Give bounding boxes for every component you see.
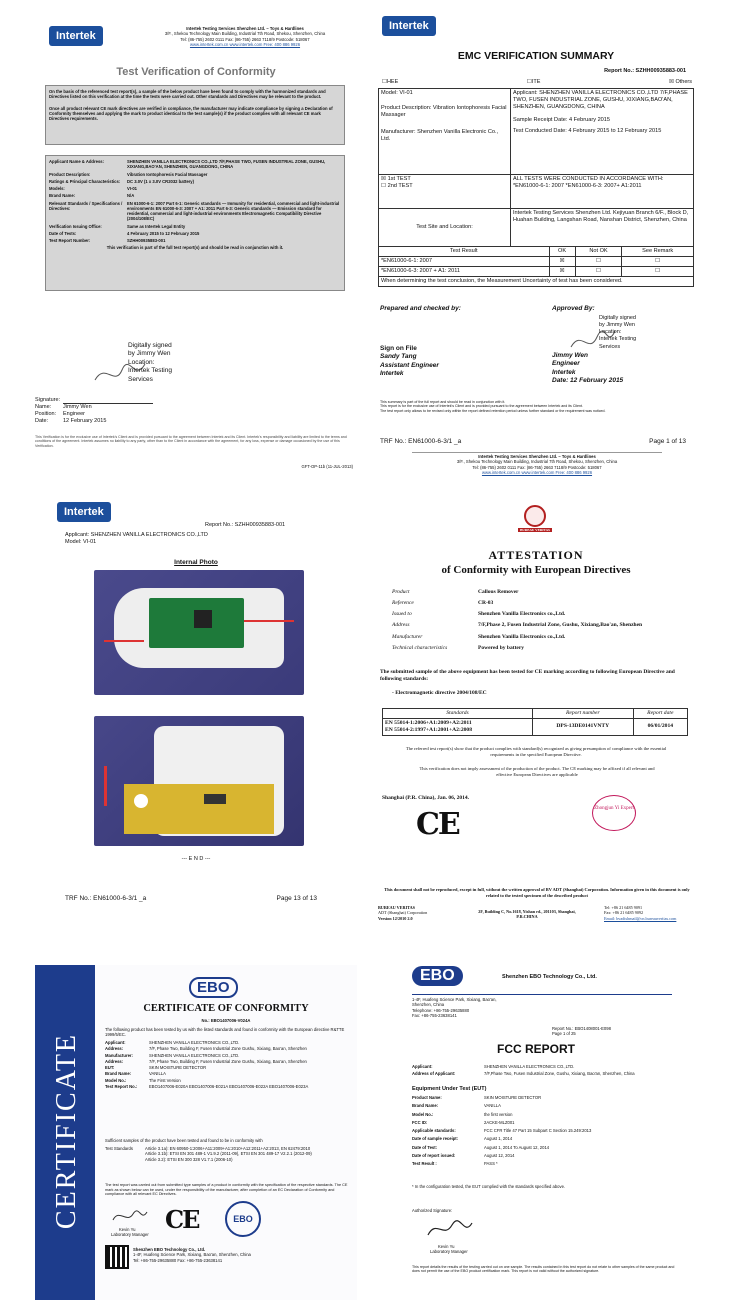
trf-number: TRF No.: EN61000-6-3/1 _a — [65, 895, 147, 902]
field-label: Ratings & Principal Characteristics: — [49, 178, 121, 184]
report-number: Report No.: SZHH00935883-001 — [604, 68, 686, 74]
sig-label: Name: — [35, 404, 52, 411]
ebo-seal: EBO — [225, 1201, 261, 1237]
field-row — [49, 231, 341, 236]
field-row — [392, 634, 692, 641]
field-label: Technical characteristics — [392, 644, 448, 651]
field-value: SHENZHEN VANILLA ELECTRONICS CO.,LTD. — [149, 1052, 240, 1058]
place-date: Shanghai (P.R. China), Jan. 06, 2014. — [382, 795, 470, 801]
field-label: Relevant Standards / Specifications / Directives: — [49, 200, 123, 211]
standards-table — [382, 708, 688, 736]
field-row — [392, 611, 692, 618]
footer-note: This document shall not be reproduced, except in full, without the written approval of BV ADT (Shanghai) Corporation. Information given in this document is only related to the tested specimen of the described product — [384, 887, 690, 898]
product: Product Description: Vibration Iontophoresis Facial Massager — [381, 104, 507, 118]
intro-text: The following product has been tested by us with the listed standards and found in conformity with the European directive R&TTE 1999/5/EC. — [105, 1027, 345, 1038]
second-test: ☐ 2nd TEST — [381, 182, 413, 189]
field-value: SKIN MOISTURE DETECTOR — [484, 1095, 542, 1100]
intro-text: On the basis of the referenced test report(s), a sample of the below product have been found to comply with the harmonized standards and Directives listed on this verification at the time the tests were carried out. Other standards and Directives may be relevant to the product. — [49, 89, 326, 100]
footer-address: Intertek Testing Services Shenzhen Ltd. – Toys & Hardlines 3/F., Shekou Technology Main Building, Industrial 7th Road, Shekou, Shenzhen, China Tel: (86-755) 2602 0111 Fax: (86-755) 2663 7118/9 Postcode: 518067 www.intertek.com.cn www.intertek.com Free: 400 886 9926 — [412, 452, 662, 475]
left-signer: Sign on File Sandy Tang Assistant Engineer Intertek — [380, 345, 439, 378]
check-ite: ☐ITE — [526, 79, 541, 85]
reference-text: The referred test report(s) show that the product complies with standard(s) recognized as giving presumption of compliance with the essential requirements in the specified European Directive. — [405, 746, 667, 757]
company-address: 1-4F, Huafeng Science Park, Xixiang, Bao'an, Shenzhen, China — [133, 1252, 251, 1258]
table-row: *EN61000-6-3: 2007 + A1: 2011 ☒ ☐ ☐ — [379, 266, 693, 276]
signer-name: Kevin Yu — [438, 1244, 455, 1249]
bureau-veritas-logo: BUREAU VERITAS — [518, 505, 552, 532]
intertek-logo: Intertek — [382, 16, 436, 36]
field-label: Address of Applicant: — [412, 1071, 456, 1077]
site-label: Test Site and Location: — [379, 209, 511, 247]
field-label: Date of Tests: — [49, 230, 77, 236]
field-label: Applicant: — [105, 1040, 126, 1045]
page-title: EMC VERIFICATION SUMMARY — [457, 50, 615, 62]
doc-emc-summary — [372, 10, 700, 480]
field-label: Manufacturer — [392, 633, 423, 640]
section-heading: Internal Photo — [174, 559, 218, 566]
field-value: VANILLA — [149, 1071, 166, 1077]
col-header: Not OK — [575, 247, 622, 256]
field-row — [412, 1095, 682, 1100]
field-value: 7/F, Phase Two, Building F, Fusen Industrial Zone Gushu, Xixiang, Bao'an, Shenzhen — [149, 1046, 307, 1052]
field-row — [392, 589, 692, 596]
field-label: Models: — [49, 186, 65, 191]
all-tests: ALL TESTS WERE CONDUCTED IN ACCORDANCE WITH: *EN61000-6-1: 2007 *EN61000-6-3: 2007+ A1:2011 — [511, 175, 694, 209]
page-subtitle: of Conformity with European Directives — [441, 564, 631, 576]
field-row — [412, 1112, 682, 1117]
field-value: VANILLA — [484, 1103, 501, 1109]
header-line: Tel: (86-755) 2602 0111 Fax: (86-755) 2663 7118/9 Postcode: 518067 — [180, 36, 310, 42]
col-header: Report date — [633, 709, 687, 719]
test-date: Test Conducted Date: 4 February 2015 to 12 February 2015 — [513, 127, 662, 134]
doc-certificate: CERTIFICATE EBO CERTIFICATE OF CONFORMITY No.: EBO1407006-V024A The following product has been tested by us with the listed standards and found in conformity with the European directive R&TTE 1999/5/EC. Applicant: SHENZHEN VANILLA ELECTRONICS CO.,LTD. Address: 7/F, Phase Two, Building F, Fusen Industrial Zone Gushu, Xixiang, Bao'an, Shenzhen Manufacturer: SHENZHEN VANILLA ELECTRONICS CO.,LTD. Address: 7/F, Phase Two, Building F, Fusen Industrial Zone Gushu, Xixiang, Bao'an, Shenzhen EUT: SKIN MOISTURE DETECTOR Brand Name: VANILLA Model No.: The First Version Test Report No.: EBO1407006-E020A EBO1407006-E021A EBO1407006-E022A EBO1407006-E023A Sufficient samples of the product have been tested and found to be in conformity with Test Standards Article 3.1a): EN 60950-1:2006+A11:2009+A1:2010+A12:2011+A2:2013, EN 62479:2010 Article 3.1b): ETSI EN 301 489-1 V1.9.2 (2011-09), ETSI EN 301 489-17 V2.2.1 (2012-09) Article 3.2): ETSI EN 300 328 V1.7.1 (2006-10) The test report was carried out from submitted type samples of a product in conformity with the specification of the respective standards. The CE mark as shown below can be used, under the responsibility of the manufacturer, after completion of an EC Declaration of Conformity and compliance with all relevant EC Directives. Kevin Yu Laboratory Manager CE EBO Shenzhen EBO Technology Co., Ltd. 1-4F, Huafeng Science Park, Xixiang, Bao'an, Shenzhen, China Tel: +86-755-29635880 Fax: +86-755-23638141 — [35, 965, 357, 1300]
field-value: Shenzhen Vanilla Electronics co.,Ltd. — [478, 633, 566, 640]
field-row — [105, 1040, 350, 1045]
intro-text-2: Once all product relevant CE mark directives are verified in compliance, the manufacturer may indicate compliance by signing a Declaration of Conformity themselves and applying the mark to product identical to the test sample(s) if the product complies with all relevant CE mark Directives requirements. — [49, 105, 333, 121]
signature-scribble — [109, 1206, 149, 1226]
signature-line: by Jimmy Wen — [128, 350, 171, 358]
field-label: Brand Name: — [412, 1103, 439, 1109]
signature-line: Services — [128, 375, 153, 383]
field-value: 7/F,Phase 2, Fusen Industrial Zone, Gushu, Xixiang,Bao'an, Shenzhen — [478, 622, 643, 629]
field-label: Product Description: — [49, 171, 91, 177]
field-value: SZHH00935883-001 — [127, 238, 166, 243]
notes: This summary is part of the full report and should be read in conjunction with it. This report is for the exclusive use of Intertek's Client and is provided pursuant to the agreement between Intertek and its Client. The test report only allows to be revised only within the report defined retention period unless further standard or the requirement was noticed. — [380, 400, 606, 413]
field-value: 7/F, Phase Two, Building F, Fusen Industrial Zone Gushu, Xixiang, Bao'an, Shenzhen — [149, 1058, 307, 1064]
field-row — [412, 1071, 682, 1076]
ebo-logo: EBO — [189, 977, 238, 998]
field-label: FCC ID: — [412, 1119, 428, 1125]
side-text: CERTIFICATE — [51, 1032, 82, 1230]
sufficient-text: Sufficient samples of the product have been tested and found to be in conformity with — [105, 1138, 263, 1143]
footer-left: BUREAU VERITAS ADT (Shanghai) Corporation Version 12/2010 2.0 — [378, 905, 428, 921]
disclaimer: This Verification is for the exclusive use of Intertek's Client and is provided pursuant to the agreement between Intertek and its Client. Intertek's responsibility and liability are limited to the terms and conditions of the agreement. Intertek assumes no liability to any party, other than to the Client in accordance with the agreement, for any loss, expense or damage occasioned by the use of this Verification. — [35, 435, 347, 448]
field-row — [412, 1103, 682, 1108]
model: Model: VI-01 — [381, 90, 413, 96]
field-label: EUT: — [105, 1065, 115, 1070]
internal-photo-1 — [94, 570, 304, 695]
field-value: Vibration Iontophoresis Facial Massager — [127, 171, 208, 177]
field-row — [412, 1136, 682, 1141]
field-row — [392, 600, 692, 607]
field-row — [49, 186, 341, 191]
field-row — [105, 1046, 350, 1051]
trf-number: TRF No.: EN61000-6-3/1 _a — [380, 438, 462, 445]
field-label: Issued to — [392, 611, 412, 618]
field-value: SKIN MOISTURE DETECTOR — [149, 1065, 207, 1070]
details-box — [45, 155, 345, 291]
field-row — [105, 1071, 350, 1076]
header-line: Intertek Testing Services Shenzhen Ltd. – Toys & Hardlines — [186, 26, 304, 31]
intertek-logo: Intertek — [57, 502, 111, 522]
applicant: Applicant: SHENZHEN VANILLA ELECTRONICS CO.,LTD — [65, 532, 208, 538]
signature-line: Location: — [599, 329, 622, 336]
page-title: Test Verification of Conformity — [116, 66, 276, 78]
field-row — [105, 1053, 350, 1058]
directive: - Electromagnetic directive 2004/108/EC — [392, 690, 487, 696]
field-value: August 12, 2014 — [484, 1152, 515, 1158]
tested-text: The submitted sample of the above equipment has been tested for CE marking according to following European Directive and following standards: — [380, 669, 675, 683]
standards-label: Test Standards — [105, 1146, 133, 1151]
field-value: FCC CFR Title 47 Part 15 Subpart C Section 15.249:2013 — [484, 1128, 592, 1133]
qr-code — [105, 1245, 129, 1269]
sample-date: Sample Receipt Date: 4 February 2015 — [513, 116, 611, 123]
field-label: Brand Name: — [49, 193, 76, 199]
signature-line: by Jimmy Wen — [599, 322, 635, 329]
page-number: Page 13 of 13 — [276, 895, 317, 902]
internal-photo-2 — [94, 716, 304, 846]
field-row — [412, 1153, 682, 1158]
signature-scribble — [424, 1215, 474, 1243]
field-value: PASS * — [484, 1161, 498, 1166]
field-row — [49, 201, 341, 222]
field-label: Address: — [105, 1058, 124, 1064]
report-number: Report No.: SZHH00935883-001 — [205, 522, 286, 528]
signer-name: Kevin Yu — [119, 1227, 136, 1232]
page-number: Page 1 of 25 — [552, 1031, 576, 1036]
page-title: FCC REPORT — [497, 1042, 575, 1056]
field-value: CR-03 — [478, 600, 494, 607]
ce-mark: CE — [165, 1205, 199, 1234]
prepared-label: Prepared and checked by: — [380, 305, 461, 312]
expert-stamp: Zhongjun Yi Expert — [592, 795, 636, 831]
field-value: Powered by battery — [478, 644, 525, 651]
sig-label: Signature: — [35, 397, 61, 403]
digital-signature — [90, 342, 210, 392]
field-row — [412, 1128, 682, 1133]
doc-internal-photo — [35, 490, 357, 915]
doc-test-verification — [35, 12, 357, 470]
field-row — [49, 179, 341, 184]
doc-fcc-report: EBO Shenzhen EBO Technology Co., Ltd. 1-4F, Huafeng Science Park, Xixiang, Bao'an, Shenzhen, China Telephone: +86-755-29635880 Fax: +86-755-23638141 Report No.: EBO1408001-E098 Page 1 of 25 FCC REPORT Applicant: SHENZHEN VANILLA ELECTRONICS CO.,LTD. Address of Applicant: 7/F,Phase Two, Fusen Industrial Zone, Gushu, Xixiang, Bao'an, Shenzhen, China Equipment Under Test (EUT) Product Name: SKIN MOISTURE DETECTOR Brand Name: VANILLA Model No.: the first version FCC ID: 2ACKE-MLZ001 Applicable standards: FCC CFR Title 47 Part 15 Subpart C Section 15.249:2013 Date of sample receipt: August 1, 2014 Date of Test: August 1, 2014 To August 12, 2014 Date of report issued: August 12, 2014 Test Result : PASS * * In the configuration tested, the EUT complied with the standards specified above. Authorized Signature: Kevin Yu Laboratory Manager This report details the results of the testing carried out on one sample. The results contained in this test report do not relate to other samples of the same product and does not permit the use of the EBO product certification mark. This report is not valid without the authorized signature. — [372, 940, 700, 1300]
field-row — [49, 193, 341, 198]
field-row — [49, 172, 341, 177]
check-others: ☒ Others — [669, 79, 692, 85]
result-note: * In the configuration tested, the EUT complied with the standards specified above. — [412, 1184, 566, 1189]
field-row — [392, 622, 692, 629]
signature-line: Digitally signed — [599, 315, 636, 321]
header-line: 3/F., Shekou Technology Main Building, Industrial 7th Road, Shekou, Shenzhen, China — [164, 31, 326, 37]
header-address — [145, 26, 345, 47]
field-row — [105, 1078, 350, 1083]
field-row — [412, 1161, 682, 1166]
company-name: Shenzhen EBO Technology Co., Ltd. — [502, 974, 597, 980]
report-number: Report No.: EBO1408001-E098 — [552, 1026, 611, 1031]
field-label: Date of report issued: — [412, 1152, 456, 1158]
sig-label: Position: — [35, 411, 57, 418]
sig-value: 12 February 2015 — [63, 418, 107, 425]
ce-mark: CE — [416, 807, 459, 842]
col-header: Report number — [533, 709, 634, 719]
intertek-logo: Intertek — [49, 26, 103, 46]
field-label: Test Result : — [412, 1161, 437, 1166]
manufacturer: Manufacturer: Shenzhen Vanilla Electronic Co., Ltd. — [381, 128, 499, 142]
field-row — [49, 159, 341, 170]
field-value: 2ACKE-MLZ001 — [484, 1119, 515, 1125]
field-row — [105, 1084, 350, 1089]
sig-value — [63, 397, 153, 404]
side-band — [35, 965, 95, 1300]
field-value: August 1, 2014 — [484, 1136, 513, 1142]
signer-role: Laboratory Manager — [430, 1249, 468, 1254]
field-row — [105, 1065, 350, 1070]
form-code: GFT-OP-11b (11-JUL-2013) — [301, 464, 353, 469]
field-label: Date of sample receipt: — [412, 1136, 459, 1142]
field-label: Product — [392, 589, 410, 595]
field-label: Product Name: — [412, 1095, 442, 1100]
field-row — [412, 1145, 682, 1150]
field-row — [49, 238, 341, 243]
field-value: DC 3.0V (1 x 3.0V CR2032 battery) — [127, 178, 195, 184]
page-title: CERTIFICATE OF CONFORMITY — [143, 1003, 309, 1014]
col-header: Standards — [383, 709, 533, 719]
foot-note: This report details the results of the testing carried out on one sample. The results contained in this test report do not relate to other samples of the same product and does not permit the use of the EBO product certification mark. This report is not valid without the authorized signature. — [412, 1265, 675, 1274]
category-checks — [382, 79, 692, 86]
table-row: *EN61000-6-1: 2007 ☒ ☐ ☐ — [379, 256, 693, 266]
field-label: Address — [392, 622, 410, 629]
rows-footer: This verification is part of the full test report(s) and should be read in conjunction with it. — [106, 245, 284, 251]
field-value: Same as Intertek Legal Entity — [127, 223, 186, 229]
field-label: Test Report No.: — [105, 1083, 138, 1089]
field-row — [49, 224, 341, 229]
field-label: Address: — [105, 1046, 124, 1052]
field-label: Test Report Number: — [49, 238, 91, 243]
footer-contact: Tel: +86 21 6485 9091 Fax: +86 21 6485 9092 Email: bvadtshmail@cn.bureauveritas.com — [604, 905, 677, 921]
end-marker: --- E N D --- — [181, 856, 211, 862]
cert-number: No.: EBO1407006-V024A — [201, 1018, 251, 1023]
note-text: The test report was carried out from submitted type samples of a product in conformity with the specification of the respective standards. The CE mark as shown below can be used, under the responsibility of the manufacturer, after completion of an EC Declaration of Conformity and compliance with all relevant EC Directives. — [105, 1183, 348, 1197]
field-label: Model No.: — [412, 1111, 434, 1117]
field-row — [392, 645, 692, 652]
field-value: The First Version — [149, 1077, 181, 1083]
col-header: OK — [549, 247, 575, 256]
field-value: 4 February 2015 to 12 February 2015 — [127, 230, 200, 236]
approved-label: Approved By: — [552, 305, 595, 312]
right-signer: Jimmy Wen Engineer Intertek Date: 12 February 2015 — [552, 352, 624, 385]
field-label: Applicant Name & Address: — [49, 159, 104, 164]
page-title: ATTESTATION — [488, 548, 584, 562]
field-value: the first version — [484, 1111, 513, 1117]
test-site: Intertek Testing Services Shenzhen Ltd. Kejiyuan Branch 6/F., Block D, Huahan Building, Langshan Road, Nanshan District, Shenzhen, China — [511, 209, 694, 247]
field-value: N/A — [127, 193, 135, 199]
field-row — [412, 1120, 682, 1125]
signer-role: Laboratory Manager — [111, 1232, 149, 1237]
field-label: Date of Test: — [412, 1144, 438, 1150]
sig-value: Engineer — [63, 411, 86, 418]
uncertainty-note: When determining the test conclusion, the Measurement Uncertainty of test has been considered. — [379, 276, 693, 285]
doc-attestation — [372, 495, 700, 935]
field-value: VI-01 — [127, 186, 138, 191]
signature-line: Intertek Testing — [128, 367, 172, 375]
sig-value: Jimmy Wen — [63, 404, 92, 411]
field-value: EBO1407006-E020A EBO1407006-E021A EBO1407006-E022A EBO1407006-E023A — [149, 1083, 309, 1089]
emc-table — [378, 88, 694, 287]
table-row: EN 55014-1:2006+A1:2009+A2:2011 EN 55014-2:1997+A1:2001+A2:2008 DPS-13DE0141VNTY 06/01/2014 — [383, 718, 688, 735]
intro-box — [45, 85, 345, 145]
eut-label: Equipment Under Test (EUT) — [412, 1086, 487, 1092]
field-label: Manufacturer: — [105, 1052, 133, 1058]
signature-line: Services — [599, 343, 621, 350]
field-label: Verification Issuing Office: — [49, 223, 102, 229]
field-value: August 1, 2014 To August 12, 2014 — [484, 1144, 550, 1150]
field-label: Reference — [392, 600, 414, 607]
model: Model: VI-01 — [65, 539, 97, 545]
page-number: Page 1 of 13 — [649, 438, 686, 445]
footer-address: 2F, Building C, No.1618, Yishan rd., 201103, Shanghai, P.R.CHINA — [478, 909, 576, 920]
sig-label: Date: — [35, 418, 49, 425]
company-name: Shenzhen EBO Technology Co., Ltd. — [133, 1247, 206, 1252]
col-header: Test Result — [379, 247, 549, 256]
applicant: Applicant: SHENZHEN VANILLA ELECTRONICS CO.,LTD 7/F,PHASE TWO, FUSEN INDUSTRIAL ZONE, GUSHU, XIXIANG,BAO'AN, SHENZHEN, GUANGDONG, CHINA — [513, 90, 688, 110]
field-value: 7/F,Phase Two, Fusen Industrial Zone, Gushu, Xixiang, Bao'an, Shenzhen, China — [484, 1071, 635, 1077]
field-label: Model No.: — [105, 1077, 127, 1083]
col-header: See Remark — [622, 247, 693, 256]
verification-text: This verification does not imply assessment of the production of the product. The CE marking may be affixed if all relevant and effective European Directives are applicable — [419, 766, 655, 777]
company-tel: Tel: +86-755-29635880 Fax: +86-755-23638141 — [133, 1257, 223, 1263]
field-label: Applicable standards: — [412, 1128, 456, 1133]
field-value: SHENZHEN VANILLA ELECTRONICS CO.,LTD 7/F,PHASE TWO, FUSEN INDUSTRIAL ZONE, GUSHU, XIXIANG,BAO'AN, SHENZHEN, GUANGDONG, CHINA — [127, 159, 326, 170]
header-line: www.intertek.com.cn www.intertek.com Free: 400 886 9926 — [189, 41, 301, 47]
field-value: EN 61000-6-1: 2007 Part 6-1: Generic standards — Immunity for residential, commercial and light-industrial environments EN 61000-6-3: 2007 + A1: 2011 Part 6-3: Generic standards — Emission standard for residential, commercial and light-industrial environments Electromagnetic Compatibility Directive (2004/108/EC) — [127, 200, 340, 222]
first-test: ☒ 1st TEST — [381, 176, 411, 182]
signer-block — [35, 397, 235, 426]
field-label: Brand Name: — [105, 1071, 132, 1077]
authorized-label: Authorized Signature: — [412, 1208, 453, 1213]
ebo-logo: EBO — [412, 966, 463, 986]
field-value: SHENZHEN VANILLA ELECTRONICS CO.,LTD. — [149, 1040, 240, 1045]
field-row — [105, 1059, 350, 1064]
field-value: Shenzhen Vanilla Electronics co.,Ltd. — [478, 611, 566, 618]
signature-line: Location: — [128, 358, 155, 366]
field-label: Applicant: — [412, 1064, 433, 1069]
signature-line: Digitally signed — [128, 342, 172, 349]
field-row — [412, 1064, 682, 1069]
field-value: SHENZHEN VANILLA ELECTRONICS CO.,LTD. — [484, 1064, 575, 1069]
check-hee: ☐HEE — [382, 79, 399, 85]
field-value: Callous Remover — [478, 589, 519, 595]
signature-line: Intertek Testing — [599, 336, 637, 343]
